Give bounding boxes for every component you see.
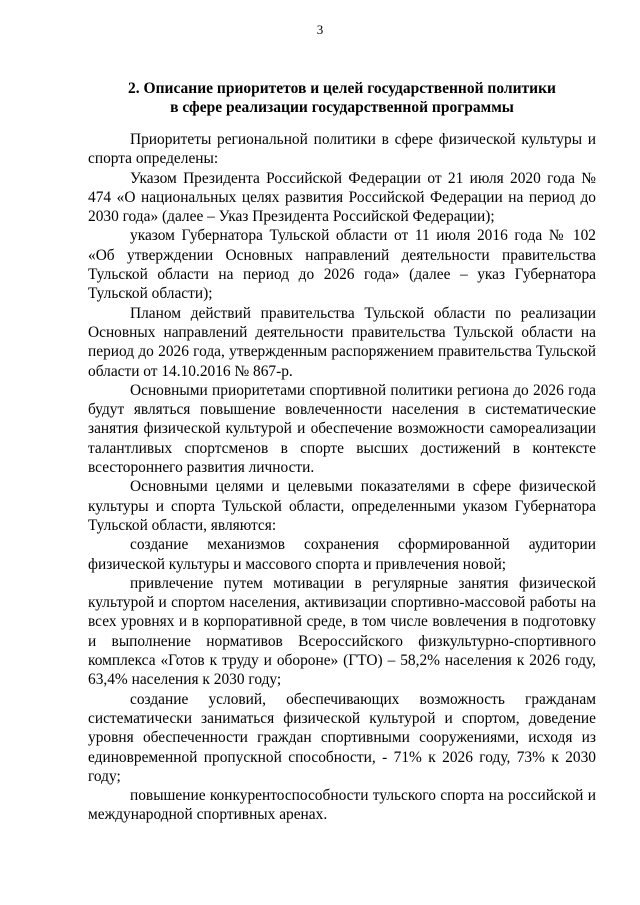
section-heading-line-2: в сфере реализации государственной программы <box>170 99 514 116</box>
page-number: 3 <box>316 22 324 37</box>
paragraph-goal-gto: привлечение путем мотивации в регулярные занятия физической культурой и спортом населения, активизации спортивно-массовой работы на всех уровнях и в корпоративной среде, в том числе вовлечения в подготовку и выполнение нормативов Всероссийского физкультурно-спортивного комплекса «Готов к труду и обороне» (ГТО) – 58,2% населения к 2026 году, 63,4% населения к 2030 году; <box>88 574 596 689</box>
paragraph-governor-decree: указом Губернатора Тульской области от 11 июля 2016 года № 102 «Об утверждении Основных направлений деятельности правительства Тульской области на период до 2026 года» (далее – указ Губернатора Тульской области); <box>88 227 596 303</box>
paragraph-goal-audience: создание механизмов сохранения сформированной аудитории физической культуры и массового спорта и привлечения новой; <box>88 536 596 573</box>
paragraph-goal-facilities: создание условий, обеспечивающих возможность гражданам систематически заниматься физической культурой и спортом, доведение уровня обеспеченности граждан спортивными сооружениями, исходя из единовременной пропускной способности, - 71% к 2026 году, 73% к 2030 году; <box>88 690 596 785</box>
paragraph-presidential-decree: Указом Президента Российской Федерации от 21 июля 2020 года № 474 «О национальных целях развития Российской Федерации на период до 2030 года» (далее – Указ Президента Российской Федерации); <box>88 169 596 226</box>
paragraph-goals-intro: Основными целями и целевыми показателями в сфере физической культуры и спорта Тульской области, определенными указом Губернатора Тульской области, являются: <box>88 478 596 534</box>
section-heading <box>88 79 596 117</box>
body-text <box>88 130 596 825</box>
paragraph-priorities: Основными приоритетами спортивной политики региона до 2026 года будут являться повышение вовлеченности населения в систематические занятия физической культурой и обеспечение возможности самореализации талантливых спортсменов в спорте высших достижений в контексте всестороннего развития личности. <box>88 381 596 477</box>
section-heading-line-1: 2. Описание приоритетов и целей государственной политики <box>128 80 556 97</box>
paragraph-goal-competitiveness: повышение конкурентоспособности тульского спорта на российской и международной спортивных аренах. <box>88 787 596 824</box>
paragraph-action-plan: Планом действий правительства Тульской области по реализации Основных направлений деятельности правительства Тульской области на период до 2026 года, утвержденным распоряжением правительства Тульской области от 14.10.2016 № 867-р. <box>88 304 596 380</box>
paragraph-intro: Приоритеты региональной политики в сфере физической культуры и спорта определены: <box>88 131 596 168</box>
